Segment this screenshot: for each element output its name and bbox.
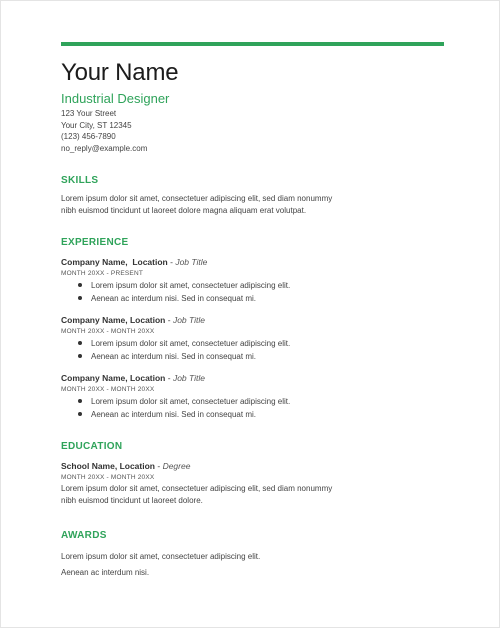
bullet-dot — [78, 412, 82, 416]
job-title: Job Title — [175, 257, 208, 267]
job-title: Job Title — [172, 373, 206, 383]
school-heading: School Name, Location - Degree — [61, 461, 191, 471]
job-bullets — [61, 395, 441, 421]
list-item — [91, 279, 441, 292]
experience-heading: EXPERIENCE — [61, 237, 129, 248]
bullet-dot — [78, 283, 82, 287]
bullet-dot — [78, 399, 82, 403]
bullet-dot — [78, 296, 82, 300]
company-location: Company Name, Location — [61, 373, 166, 383]
bullet-dot — [78, 341, 82, 345]
job-heading: Company Name, Location - Job Title — [61, 373, 206, 383]
job-entry — [61, 372, 441, 421]
education-entry — [61, 460, 441, 507]
awards-line: Aenean ac interdum nisi. — [61, 568, 150, 577]
accent-bar — [61, 42, 444, 46]
job-title: Job Title — [172, 315, 206, 325]
job-dates: MONTH 20XX - PRESENT — [61, 270, 144, 277]
education-line: nibh euismod tincidunt ut laoreet dolore. — [61, 496, 203, 505]
skills-heading: SKILLS — [61, 175, 99, 186]
list-item — [91, 292, 441, 305]
awards-line: Lorem ipsum dolor sit amet, consectetuer adipiscing elit. — [61, 552, 261, 561]
list-item — [91, 337, 441, 350]
job-entry — [61, 314, 441, 363]
bullet-text: Lorem ipsum dolor sit amet, consectetuer adipiscing elit. — [91, 397, 291, 406]
education-dates: MONTH 20XX - MONTH 20XX — [61, 474, 155, 481]
job-entry — [61, 256, 441, 305]
job-bullets — [61, 279, 441, 305]
company-location: Company Name, Location — [61, 257, 168, 267]
skills-line: Lorem ipsum dolor sit amet, consectetuer adipiscing elit, sed diam nonummy — [61, 194, 333, 203]
contact-street: 123 Your Street — [61, 109, 117, 118]
contact-phone: (123) 456-7890 — [61, 132, 116, 141]
education-line: Lorem ipsum dolor sit amet, consectetuer adipiscing elit, sed diam nonummy — [61, 484, 333, 493]
contact-email: no_reply@example.com — [61, 143, 148, 153]
skills-text — [61, 193, 441, 217]
school-location: School Name, Location — [61, 461, 155, 471]
contact-block — [61, 108, 441, 154]
bullet-text: Aenean ac interdum nisi. Sed in consequat mi. — [91, 410, 256, 419]
job-bullets — [61, 337, 441, 363]
bullet-text: Lorem ipsum dolor sit amet, consectetuer adipiscing elit. — [91, 339, 291, 348]
person-name: Your Name — [61, 59, 179, 86]
list-item — [91, 408, 441, 421]
job-dates: MONTH 20XX - MONTH 20XX — [61, 386, 155, 393]
contact-city: Your City, ST 12345 — [61, 120, 132, 130]
list-item — [91, 350, 441, 363]
job-dates: MONTH 20XX - MONTH 20XX — [61, 328, 155, 335]
degree: Degree — [162, 461, 191, 471]
education-heading: EDUCATION — [61, 441, 123, 452]
bullet-text: Aenean ac interdum nisi. Sed in consequat mi. — [91, 294, 256, 303]
skills-line: nibh euismod tincidunt ut laoreet dolore magna aliquam erat volutpat. — [61, 206, 307, 215]
job-heading: Company Name, Location - Job Title — [61, 257, 208, 267]
resume-content — [61, 58, 441, 579]
job-heading: Company Name, Location - Job Title — [61, 315, 206, 325]
company-location: Company Name, Location — [61, 315, 166, 325]
bullet-text: Aenean ac interdum nisi. Sed in consequat mi. — [91, 352, 256, 361]
awards-heading: AWARDS — [61, 530, 107, 541]
list-item — [91, 395, 441, 408]
job-role: Industrial Designer — [61, 91, 170, 106]
bullet-text: Lorem ipsum dolor sit amet, consectetuer adipiscing elit. — [91, 281, 291, 290]
bullet-dot — [78, 354, 82, 358]
